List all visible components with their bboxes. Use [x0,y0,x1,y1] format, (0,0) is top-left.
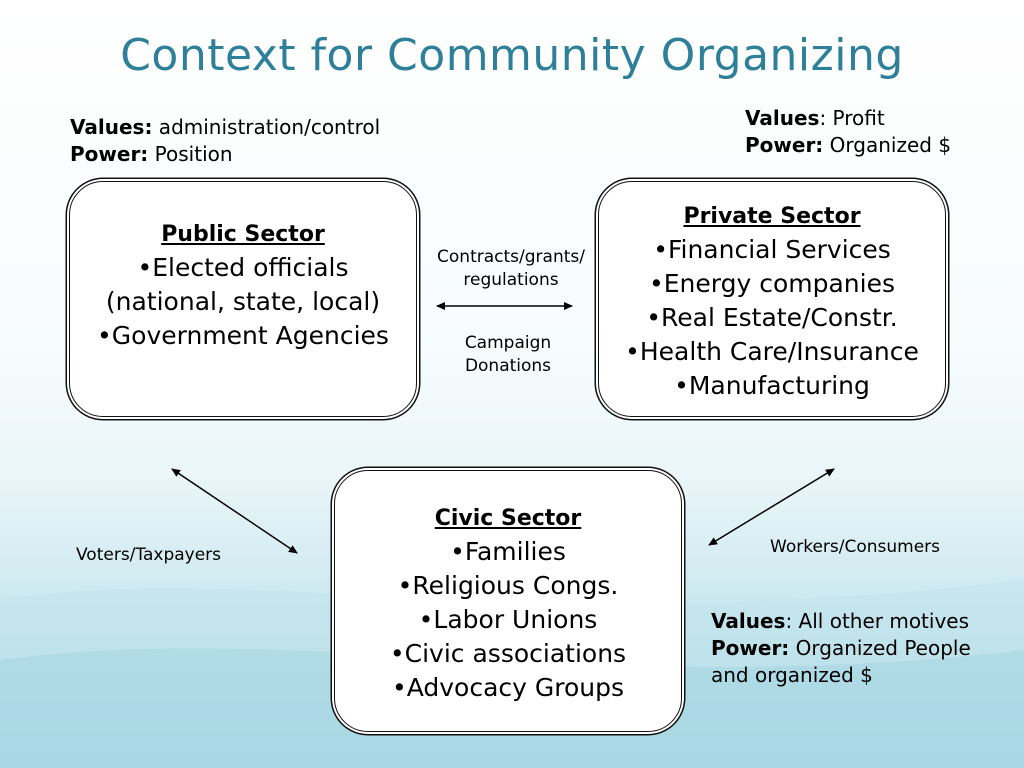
voters-label: Voters/Taxpayers [76,545,222,565]
public-item-levels: (national, state, local) [105,287,381,316]
civic-power-label: Power: [711,636,790,660]
civic-power-text: Organized People [789,636,971,660]
contracts-label-line2: regulations [463,270,559,290]
public-power-text: Position [148,142,233,166]
private-power-text: Organized $ [823,133,952,157]
public-power-label: Power: [70,142,149,166]
private-item-energy: •Energy companies [649,269,895,298]
civic-item-labor: •Labor Unions [418,605,598,634]
private-sector-heading: Private Sector [683,204,861,229]
private-item-manufacturing: •Manufacturing [674,371,870,400]
private-civic-arrow [709,469,834,545]
private-item-healthcare: •Health Care/Insurance [625,337,919,366]
public-civic-arrow [172,469,297,553]
public-sector-heading: Public Sector [161,222,325,247]
contracts-label-line1: Contracts/grants/ [437,247,585,267]
page-title: Context for Community Organizing [120,30,904,81]
civic-item-advocacy: •Advocacy Groups [391,673,625,702]
civic-values-text: : All other motives [785,609,970,633]
workers-label: Workers/Consumers [770,537,941,557]
civic-item-associations: •Civic associations [389,639,627,668]
public-values-label: Values: [70,115,153,139]
private-power-label: Power: [745,133,824,157]
civic-item-families: •Families [450,537,566,566]
campaign-label-line1: Campaign [464,333,552,353]
public-values-text: administration/control [152,115,381,139]
private-values-text: : Profit [819,106,885,130]
campaign-label-line2: Donations [464,356,552,376]
public-item-agencies: •Government Agencies [97,321,389,350]
private-item-realestate: •Real Estate/Constr. [646,303,898,332]
public-item-elected: •Elected officials [137,253,349,282]
civic-sector-heading: Civic Sector [434,506,582,531]
civic-power-text-2: and organized $ [711,663,873,687]
private-item-financial: •Financial Services [653,235,891,264]
civic-values-label: Values [711,609,786,633]
civic-item-religious: •Religious Congs. [397,571,619,600]
private-values-label: Values [745,106,820,130]
